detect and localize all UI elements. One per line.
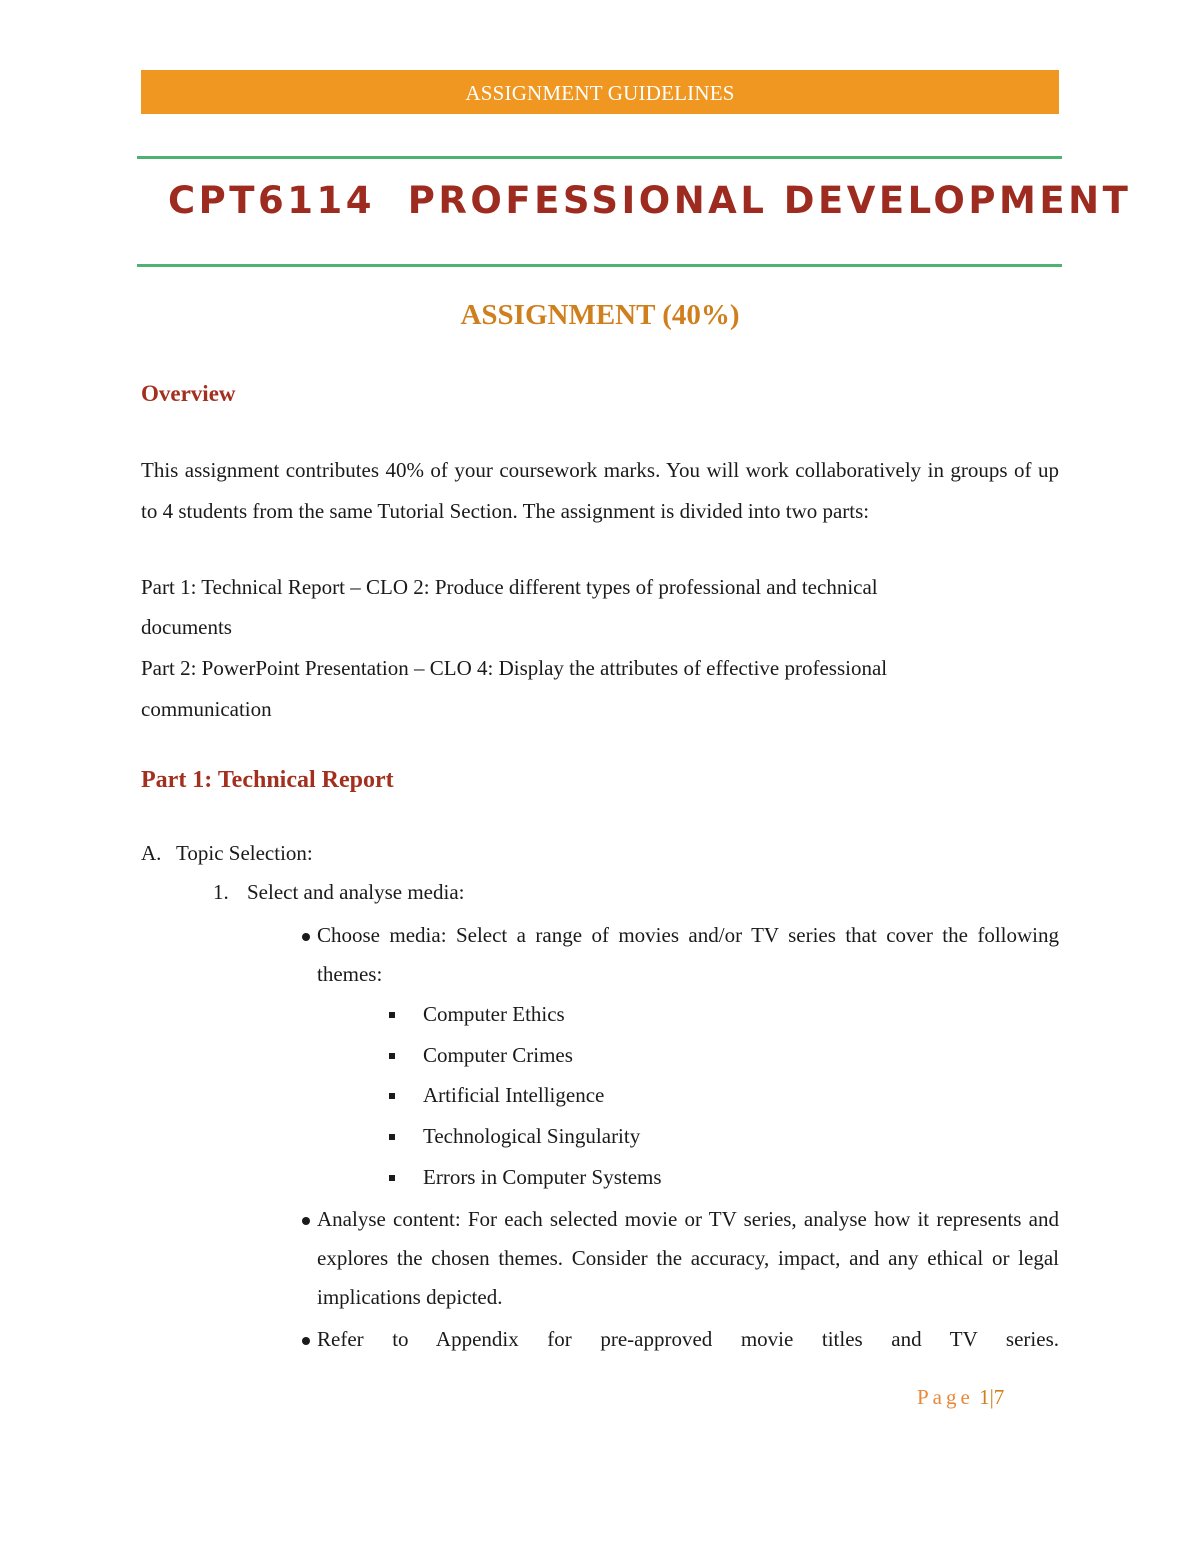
item-1-title: Select and analyse media: [247, 880, 465, 904]
section-a-label: A. [141, 841, 162, 865]
item-1-label: 1. [213, 880, 229, 904]
square-bullet-icon [389, 1093, 395, 1099]
overview-paragraph: This assignment contributes 40% of your coursework marks. You will work collaboratively in groups of up to 4 students from the same Tutorial Section. The assignment is divided into two parts: [141, 458, 1059, 523]
bullet-dot-icon [302, 1337, 310, 1345]
section-a-title: Topic Selection: [176, 841, 313, 865]
square-bullet-icon [389, 1053, 395, 1059]
title-rule-top [137, 156, 1062, 159]
course-title: CPT6114 PROFESSIONAL DEVELOPMENT [168, 179, 1132, 222]
title-rule-bottom [137, 264, 1062, 267]
bullet-refer-appendix: Refer to Appendix for pre-approved movie titles and TV series. [317, 1327, 1059, 1351]
page-footer [917, 1382, 1004, 1412]
part2-description-line2: communication [141, 697, 272, 721]
theme-item: Technological Singularity [423, 1124, 641, 1148]
square-bullet-icon [389, 1175, 395, 1181]
bullet-analyse-content: Analyse content: For each selected movie or TV series, analyse how it represents and explores the chosen themes. Consider the accuracy, impact, and any ethical or legal implications depicted. [317, 1207, 1059, 1309]
part2-description-line1: Part 2: PowerPoint Presentation – CLO 4: Display the attributes of effective professional [141, 656, 888, 680]
square-bullet-icon [389, 1134, 395, 1140]
total-pages: 7 [993, 1385, 1005, 1409]
bullet-dot-icon [302, 933, 310, 941]
overview-heading: Overview [141, 381, 236, 406]
page-word: Page [917, 1385, 974, 1409]
part1-description-line2: documents [141, 615, 232, 639]
theme-item: Artificial Intelligence [423, 1083, 605, 1107]
page-separator: | [989, 1385, 994, 1409]
square-bullet-icon [389, 1012, 395, 1018]
header-banner: ASSIGNMENT GUIDELINES [141, 70, 1059, 114]
bullet-dot-icon [302, 1217, 310, 1225]
theme-item: Computer Crimes [423, 1043, 573, 1067]
page-number: 1 [979, 1385, 990, 1409]
part1-description-line1: Part 1: Technical Report – CLO 2: Produce different types of professional and technical [141, 575, 878, 599]
part1-heading: Part 1: Technical Report [141, 767, 394, 793]
assignment-title: ASSIGNMENT (40%) [460, 299, 740, 331]
theme-item: Errors in Computer Systems [423, 1165, 662, 1189]
theme-item: Computer Ethics [423, 1002, 565, 1026]
bullet-choose-media: Choose media: Select a range of movies and/or TV series that cover the following themes: [317, 923, 1059, 986]
